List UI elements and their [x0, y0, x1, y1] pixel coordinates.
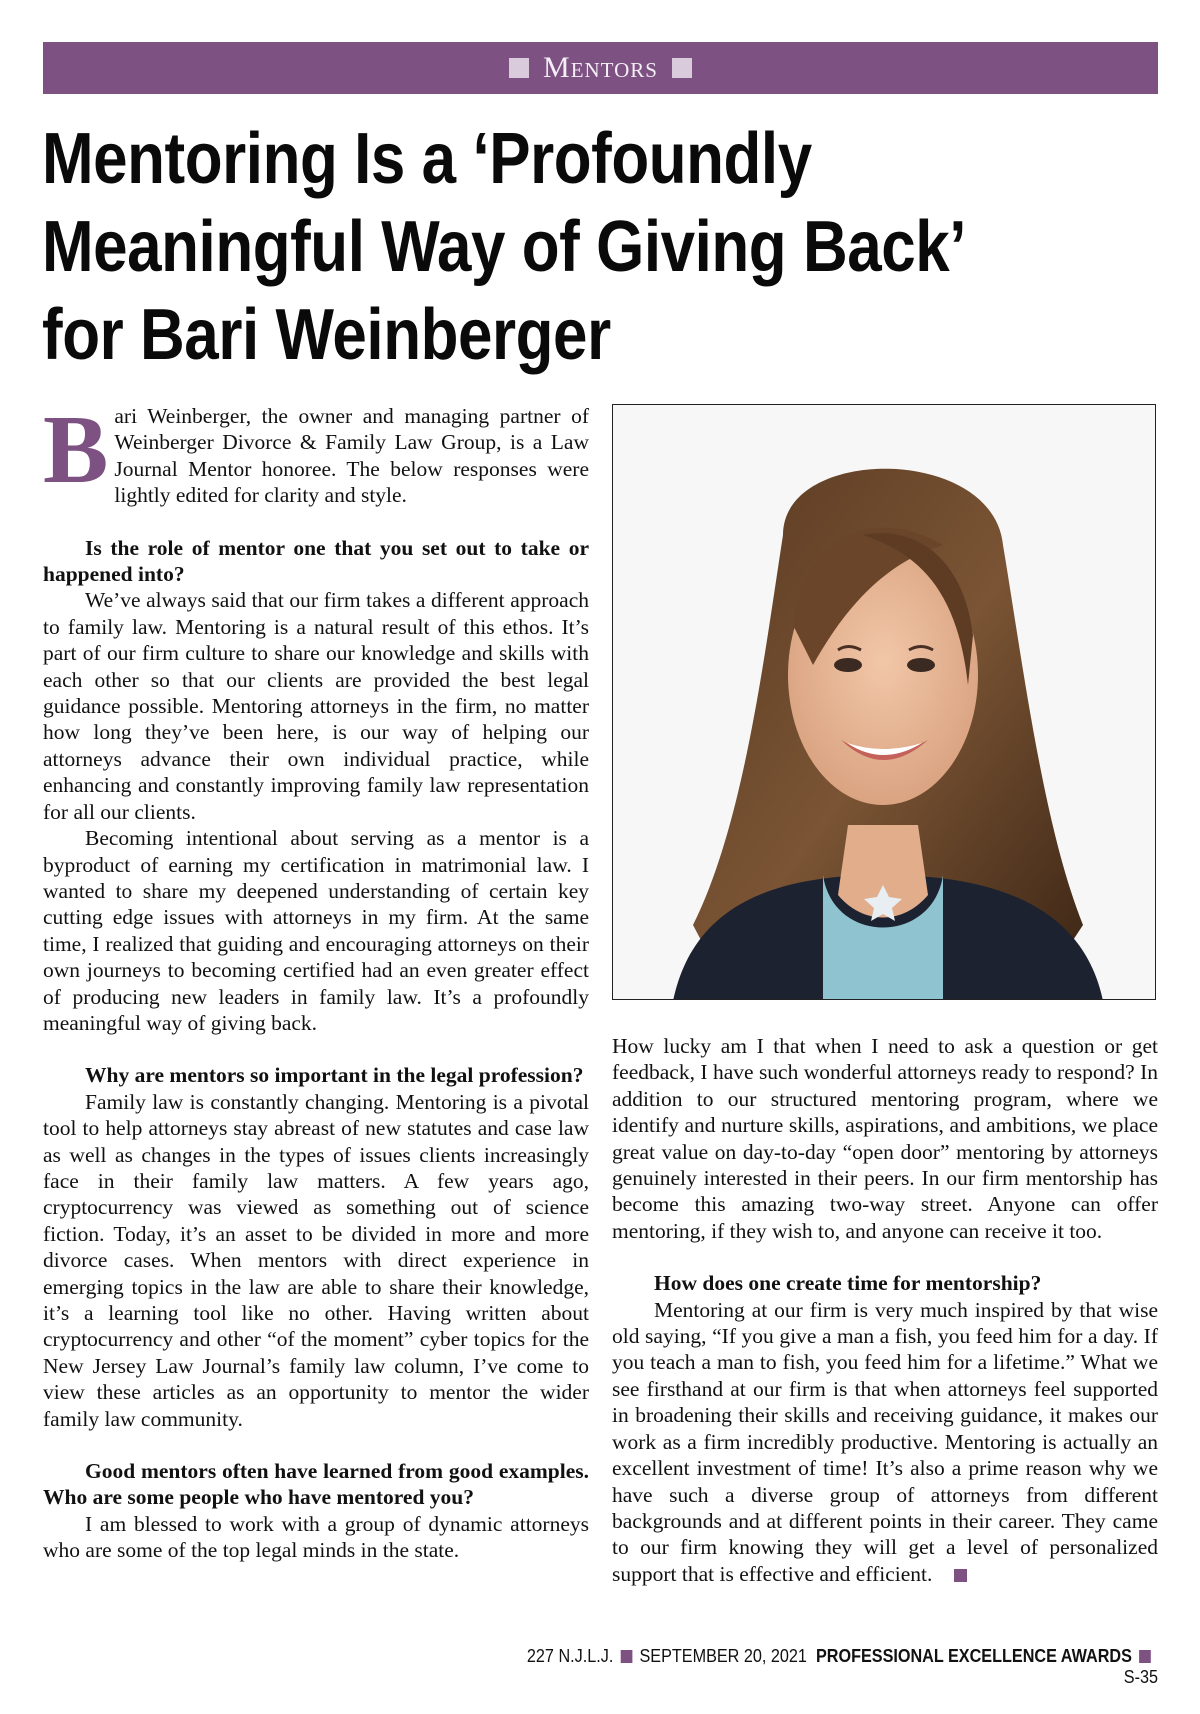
answer-4-paragraph-1 — [612, 1297, 1158, 1587]
answer-3-paragraph-1: I am blessed to work with a group of dynamic attorneys who are some of the top legal minds in the state. — [43, 1511, 589, 1563]
footer-page: S-35 — [1123, 1667, 1158, 1687]
drop-cap: B — [43, 396, 109, 504]
question-4: How does one create time for mentorship? — [654, 1271, 1042, 1296]
right-column — [612, 1033, 1158, 1587]
end-mark-icon — [954, 1569, 967, 1582]
section-banner — [43, 42, 1158, 94]
portrait-photo — [612, 404, 1156, 1000]
portrait-illustration — [613, 405, 1156, 1000]
footer-date: SEPTEMBER 20, 2021 — [639, 1646, 807, 1666]
left-column — [43, 396, 589, 1564]
question-2: Why are mentors so important in the legal profession? — [85, 1063, 584, 1088]
page-footer — [512, 1646, 1158, 1688]
headline: Mentoring Is a ‘Profoundly Meaningful Way of Giving Back’ for Bari Weinberger — [42, 119, 963, 375]
question-3: Good mentors often have learned from good examples. Who are some people who have mentored you? — [43, 1459, 589, 1510]
answer-2-paragraph-1: Family law is constantly changing. Mentoring is a pivotal tool to help attorneys stay abreast of new statutes and case law as well as changes in the types of issues clients increasingly face in their family law matters. A few years ago, cryptocurrency was viewed as something out of science fiction. Today, it’s an asset to be divided in more and more divorce cases. When mentors with direct experience in emerging topics in the law are able to share their knowledge, it’s a learning tool like no other. Having written about cryptocurrency and other “of the moment” cyber topics for the New Jersey Law Journal’s family law column, I’ve come to view these articles as an opportunity to mentor the wider family law community. — [43, 1089, 589, 1431]
square-bullet-icon — [509, 58, 529, 78]
intro-paragraph — [43, 396, 589, 509]
square-bullet-icon — [1139, 1650, 1151, 1663]
answer-1-paragraph-1: We’ve always said that our firm takes a different approach to family law. Mentoring is a natural result of this ethos. It’s part of our firm culture to share our knowledge and skills with each other so that our clients are provided the best legal guidance possible. Mentoring attorneys in the firm, no matter how long they’ve been here, is our way of helping our attorneys advance their own individual practice, while enhancing and constantly improving family law representation for all our clients. — [43, 588, 589, 824]
square-bullet-icon — [672, 58, 692, 78]
question-1: Is the role of mentor one that you set out to take or happened into? — [43, 535, 589, 587]
footer-publication: PROFESSIONAL EXCELLENCE AWARDS — [815, 1646, 1132, 1666]
answer-1-paragraph-2: Becoming intentional about serving as a mentor is a byproduct of earning my certification in matrimonial law. I wanted to share my deepened understanding of certain key cutting edge issues with attorneys in my firm. At the same time, I realized that guiding and encouraging attorneys on their own journeys to becoming certified had an even greater effect of producing new leaders in family law. It’s a profoundly meaningful way of giving back. — [43, 826, 589, 1035]
answer-3-paragraph-1-continued: How lucky am I that when I need to ask a question or get feedback, I have such wonderful attorneys ready to respond? In addition to our structured mentoring program, where we identify and nurture skills, aspirations, and ambitions, we place great value on day-to-day “open door” mentoring by attorneys genuinely interested in their peers. In our firm mentorship has become this amazing two-way street. Anyone can offer mentoring, if they wish to, and anyone can receive it too. — [612, 1034, 1158, 1243]
footer-volume: 227 N.J.L.J. — [526, 1646, 614, 1666]
intro-text: ari Weinberger, the owner and managing partner of Weinberger Divorce & Family Law Group, is a Law Journal Mentor honoree. The below responses were lightly edited for clarity and style. — [114, 404, 589, 508]
square-bullet-icon — [621, 1650, 633, 1663]
section-label: Mentors — [543, 51, 658, 84]
answer-4-text: Mentoring at our firm is very much inspired by that wise old saying, “If you give a man a fish, you feed him for a day. If you teach a man to fish, you feed him for a lifetime.” What we see firsthand at our firm is that when attorneys feel supported in broadening their skills and receiving guidance, it makes our work as a firm incredibly productive. Mentoring is actually an excellent investment of time! It’s also a prime reason why we have such a diverse group of attorneys from different backgrounds and at different points in their career. They came to our firm knowing they will get a level of personalized support that is effective and efficient. — [612, 1297, 1158, 1586]
